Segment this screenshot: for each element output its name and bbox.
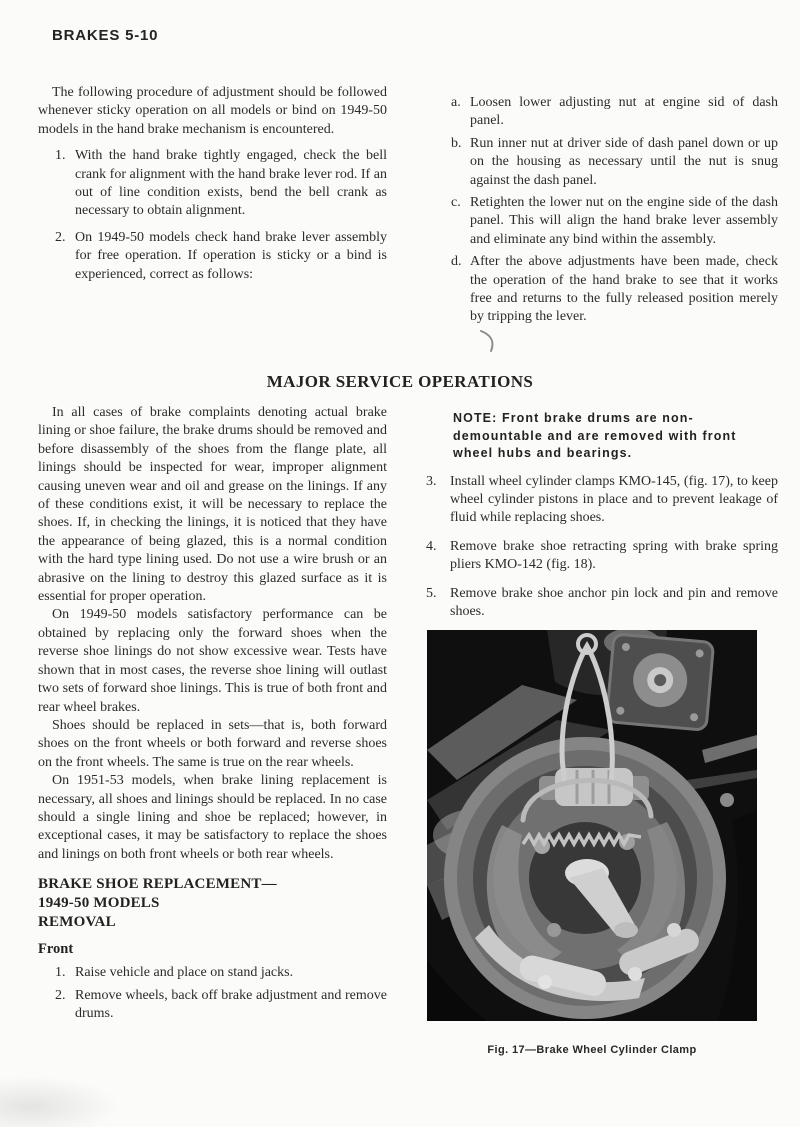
body-paragraph: Shoes should be replaced in sets—that is, both forward shoes on the front wheels or both forward and reverse shoes on the front wheels. The same is true on the rear wheels. xyxy=(38,717,387,770)
hand-brake-adjustment-column xyxy=(38,84,387,284)
list-item-number: 1. xyxy=(55,964,66,980)
list-item-number: 5. xyxy=(426,585,437,601)
adjustment-substeps-column xyxy=(425,90,778,359)
list-item xyxy=(425,585,778,622)
note-line: wheel hubs and bearings. xyxy=(453,446,633,460)
list-item-text: Remove wheels, back off brake adjustment and remove drums. xyxy=(75,987,387,1022)
list-item xyxy=(38,987,387,1024)
list-item-number: 3. xyxy=(426,473,437,489)
list-item xyxy=(425,135,778,190)
subsection-heading-line: BRAKE SHOE REPLACEMENT— xyxy=(38,876,277,893)
removal-steps-list xyxy=(425,473,778,622)
adjustment-intro-paragraph: The following procedure of adjustment should be followed whenever sticky operation on all models or bind on 1949-50 models in the hand brake mechanism is encountered. xyxy=(38,85,387,137)
list-item-text: With the hand brake tightly engaged, check the bell crank for alignment with the hand brake lever rod. If an out of line condition exists, bend the bell crank as necessary to obtain alignment. xyxy=(75,148,387,219)
figure-17 xyxy=(427,630,757,1059)
brake-drum-photo xyxy=(427,630,757,1021)
list-item-number: 4. xyxy=(426,538,437,554)
list-item-number: 2. xyxy=(55,229,66,245)
list-item xyxy=(38,964,387,982)
list-item-text: Run inner nut at driver side of dash panel down or up on the housing as necessary until the nut is snug against the dash panel. xyxy=(470,135,778,188)
scan-smudge xyxy=(0,1076,120,1127)
body-paragraph: In all cases of brake complaints denoting actual brake lining or shoe failure, the brake drums should be removed and before disassembly of the shoes from the flange plate, all linings should be inspected for wear, improper alignment causing uneven wear and oil and grease on the linings. If any of these conditions exist, it will be necessary to replace the shoes. If, in checking the linings, it is noticed that they have the appearance of being glazed, this is a normal condition with the hard type lining used. Do not use a wire brush or an abrasive on the lining to destroy this glazed surface as it is essential for proper operation. xyxy=(38,405,387,605)
note-line: demountable and are removed with front xyxy=(453,428,737,443)
list-item-number: 1. xyxy=(55,148,66,164)
list-item xyxy=(425,253,778,327)
list-item-letter: a. xyxy=(451,95,461,110)
front-removal-steps-list xyxy=(38,964,387,1024)
front-subheading: Front xyxy=(38,941,74,958)
major-service-left-column xyxy=(38,404,387,1024)
adjustment-steps-list xyxy=(38,147,387,284)
list-item-text: Retighten the lower nut on the engine side of the dash panel. This will align the hand brake lever assembly and eliminate any bind within the assembly. xyxy=(470,195,778,247)
list-item-letter: d. xyxy=(451,254,462,270)
figure-caption: Fig. 17—Brake Wheel Cylinder Clamp xyxy=(487,1043,697,1056)
list-item-letter: b. xyxy=(451,135,462,151)
note-block xyxy=(453,410,771,463)
list-item-text: Raise vehicle and place on stand jacks. xyxy=(75,964,294,980)
list-item xyxy=(38,147,387,221)
list-item-letter: c. xyxy=(451,195,461,211)
list-item-text: After the above adjustments have been made, check the operation of the hand brake to see that it works free and returns to the fully released position merely by tripping the lever. xyxy=(470,254,778,325)
list-item xyxy=(38,229,387,284)
subsection-heading-line: REMOVAL xyxy=(38,914,116,931)
list-item-text: Loosen lower adjusting nut at engine sid of dash panel. xyxy=(470,95,778,129)
mounting-plate xyxy=(606,634,713,730)
list-item xyxy=(425,94,778,131)
major-service-right-column xyxy=(425,410,778,1059)
list-item-text: On 1949-50 models check hand brake lever assembly for free operation. If operation is sticky or a bind is experienced, correct as follows: xyxy=(75,229,387,282)
body-paragraph: On 1951-53 models, when brake lining replacement is necessary, all shoes and linings should be replaced. In no case should a single lining and shoe be replaced; however, in exceptional cases, it may be satisfactory to replace the shoes and linings on both front wheels or both rear wheels. xyxy=(38,773,387,862)
list-item xyxy=(425,538,778,575)
list-item-text: Remove brake shoe anchor pin lock and pin and remove shoes. xyxy=(450,585,778,619)
list-item-text: Remove brake shoe retracting spring with brake spring pliers KMO-142 (fig. 18). xyxy=(450,538,778,573)
list-item xyxy=(425,473,778,528)
pen-scratch-mark xyxy=(477,329,503,353)
subsection-heading-line: 1949-50 MODELS xyxy=(38,895,160,912)
note-line: NOTE: Front brake drums are non- xyxy=(453,411,694,425)
subsection-heading xyxy=(38,875,387,932)
list-item xyxy=(425,194,778,249)
page-header: BRAKES 5-10 xyxy=(52,27,159,44)
list-item-number: 2. xyxy=(55,987,66,1003)
section-heading: MAJOR SERVICE OPERATIONS xyxy=(266,372,534,391)
body-paragraph: On 1949-50 models satisfactory performance can be obtained by replacing only the forward shoes when the reverse shoe linings do not show excessive wear. Tests have shown that in most cases, the reverse shoe lining will outlast two sets of forward shoe linings. This is true of both front and rear wheel brakes. xyxy=(38,607,387,715)
list-item-text: Install wheel cylinder clamps KMO-145, (fig. 17), to keep wheel cylinder pistons in place and to prevent leakage of fluid while replacing shoes. xyxy=(450,473,778,526)
